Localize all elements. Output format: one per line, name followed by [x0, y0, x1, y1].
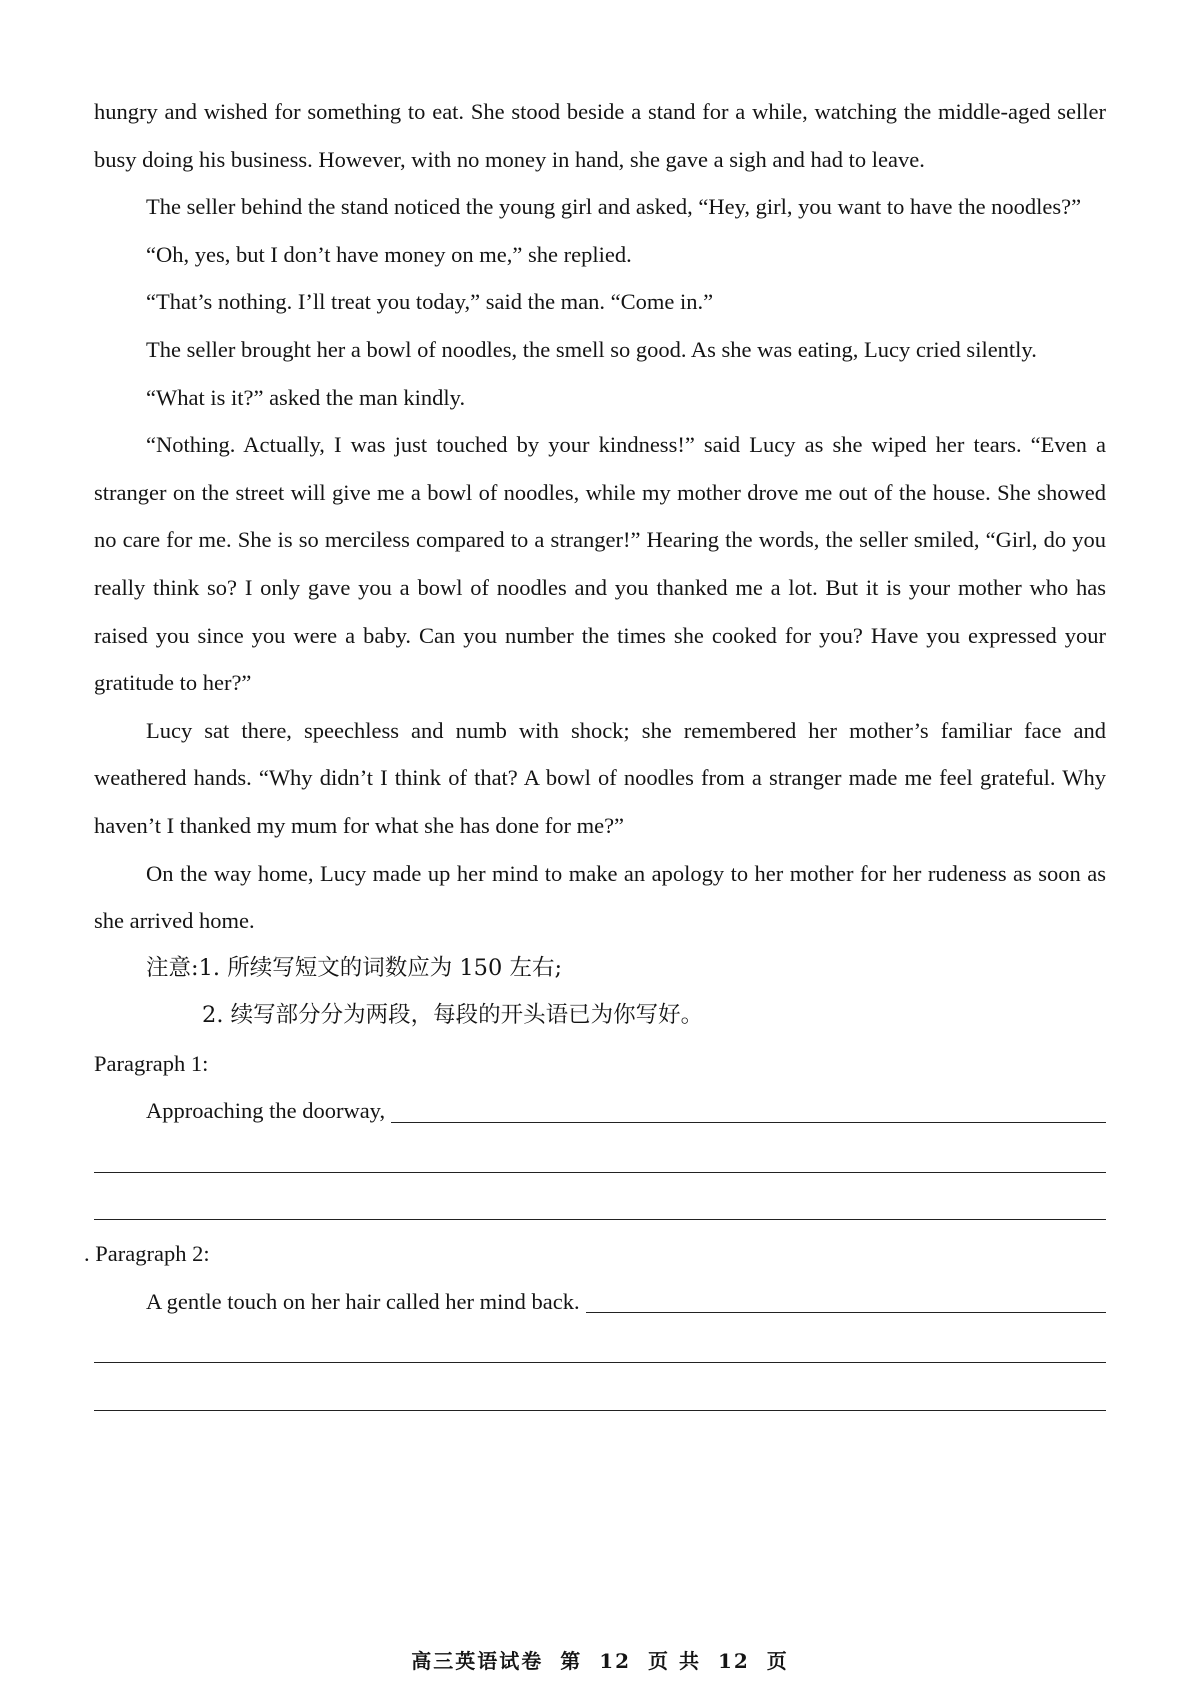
footer-page-prefix: 第: [560, 1649, 583, 1673]
page-footer: [0, 1645, 1200, 1674]
story-paragraph-7: “Nothing. Actually, I was just touched by your kindness!” said Lucy as she wiped her tears. “Even a stranger on the street will give me a bowl of noodles, while my mother drove me out of the house. She showed no care for me. She is so merciless compared to a stranger!” Hearing the words, the seller smiled, “Girl, do you really think so? I only gave you a bowl of noodles and you thanked me a lot. But it is your mother who has raised you since you were a baby. Can you number the times she cooked for you? Have you expressed your gratitude to her?”: [94, 432, 1106, 696]
story-paragraph-5: The seller brought her a bowl of noodles, the smell so good. As she was eating, Lucy cried silently.: [146, 336, 1037, 362]
footer-page-mid: 页 共: [648, 1649, 701, 1673]
instructions-note-1: 注意:1. 所续写短文的词数应为 150 左右;: [146, 954, 563, 981]
paragraph-1-label: Paragraph 1:: [94, 1050, 209, 1076]
footer-exam-title: 高三英语试卷: [411, 1649, 544, 1673]
paragraph-1-answer-line[interactable]: [94, 1125, 1106, 1173]
instructions-note-2: 2. 续写部分分为两段，每段的开头语已为你写好。: [202, 1002, 704, 1029]
story-paragraph-9: On the way home, Lucy made up her mind to make an apology to her mother for her rudeness as soon as she arrived home.: [94, 860, 1106, 934]
footer-total-pages: 12: [717, 1649, 750, 1673]
paragraph-2-label: . Paragraph 2:: [84, 1241, 210, 1267]
page-content: [84, 88, 1106, 1421]
story-paragraph-8: Lucy sat there, speechless and numb with shock; she remembered her mother’s familiar face and weathered hands. “Why didn’t I think of that? A bowl of noodles from a stranger made me feel grateful. Why haven’t I thanked my mum for what she has done for me?”: [94, 717, 1106, 838]
story-paragraph-3: “Oh, yes, but I don’t have money on me,” she replied.: [146, 241, 632, 267]
paragraph-1-answer-blank[interactable]: [391, 1122, 1106, 1123]
story-paragraph-2: The seller behind the stand noticed the young girl and asked, “Hey, girl, you want to have the noodles?”: [146, 194, 1082, 220]
footer-page-suffix: 页: [766, 1649, 789, 1673]
story-paragraph-4: “That’s nothing. I’ll treat you today,” said the man. “Come in.”: [146, 289, 714, 315]
paragraph-2-answer-line[interactable]: [94, 1315, 1106, 1363]
paragraph-1-answer-line[interactable]: [94, 1173, 1106, 1221]
footer-page-number: 12: [599, 1649, 632, 1673]
story-paragraph-1: hungry and wished for something to eat. She stood beside a stand for a while, watching the middle-aged seller busy doing his business. However, with no money in hand, she gave a sigh and had to leave.: [94, 99, 1106, 172]
story-paragraph-6: “What is it?” asked the man kindly.: [146, 384, 466, 410]
paragraph-2-answer-line[interactable]: [94, 1363, 1106, 1411]
paragraph-2-starter: A gentle touch on her hair called her mind back.: [146, 1288, 580, 1314]
paragraph-2-answer-blank[interactable]: [586, 1312, 1106, 1313]
paragraph-1-starter: Approaching the doorway,: [146, 1098, 386, 1124]
